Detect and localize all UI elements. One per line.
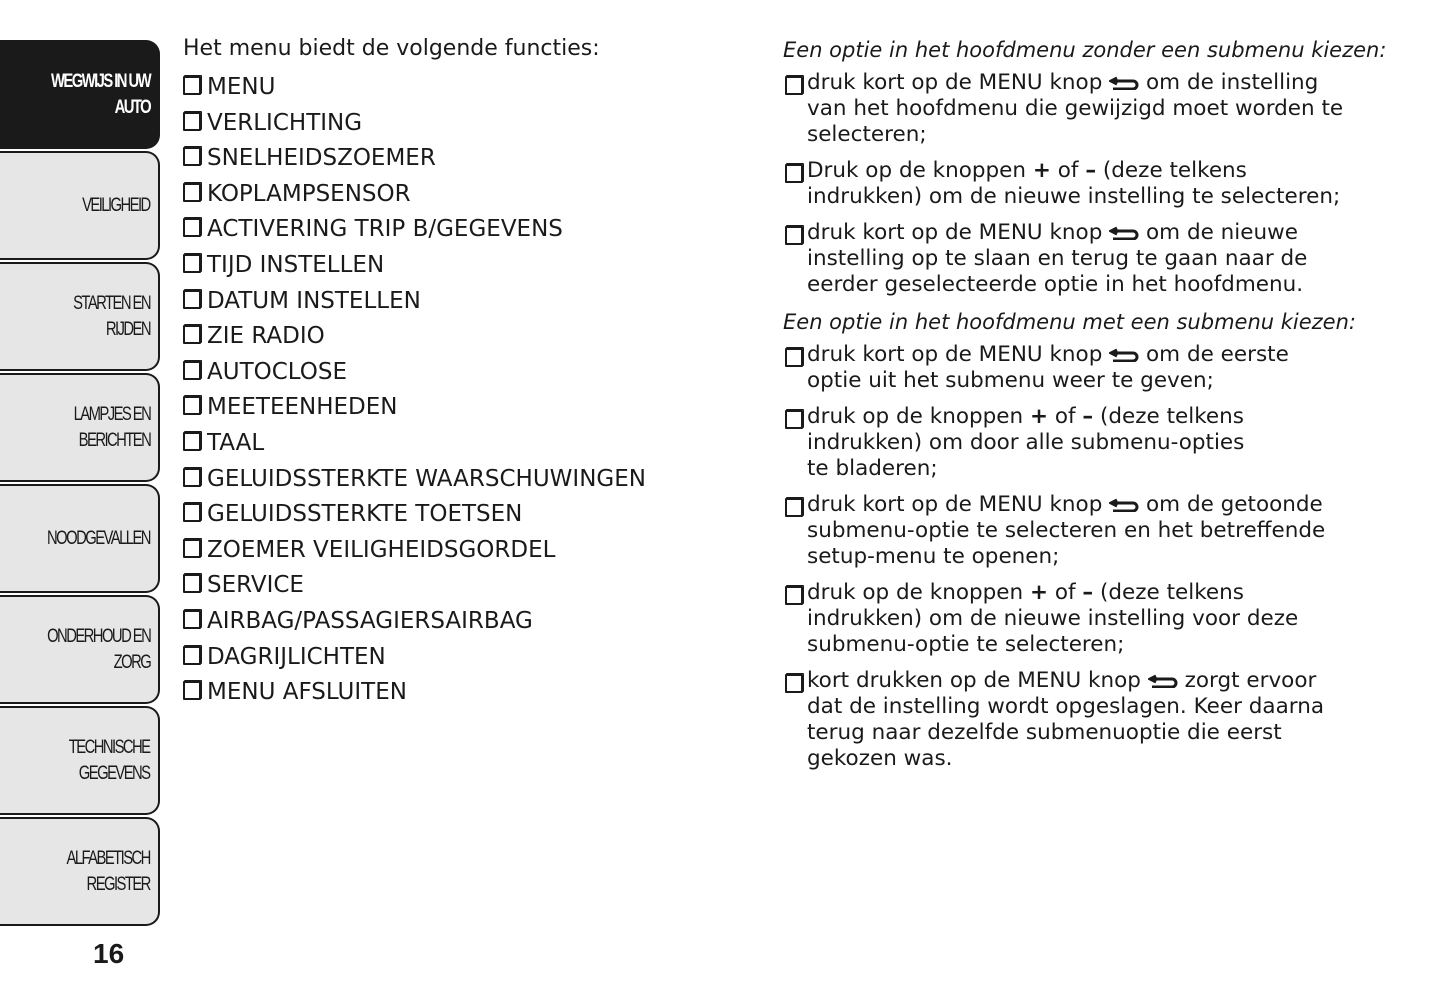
- checkbox-bullet-icon: [785, 674, 803, 693]
- minus-key: –: [1082, 580, 1094, 605]
- item-label: VERLICHTING: [207, 109, 363, 136]
- text: (deze telkens indrukken) om de nieuwe instelling te selecteren;: [807, 158, 1341, 209]
- instruction-item: [783, 668, 1423, 772]
- menu-function-item: [183, 390, 646, 426]
- item-label: ZIE RADIO: [207, 323, 325, 350]
- instruction-item: [783, 220, 1423, 298]
- chapter-tab[interactable]: [0, 595, 160, 704]
- chapter-tab-label: [63, 193, 150, 219]
- menu-function-item: [183, 212, 646, 248]
- item-label: MENU: [207, 74, 276, 100]
- plus-key: +: [1029, 404, 1048, 429]
- checkbox-bullet-icon: [183, 361, 201, 380]
- menu-function-item: [183, 355, 646, 391]
- page-number: 16: [93, 938, 125, 969]
- instruction-item: [783, 158, 1423, 210]
- text: druk op de knoppen: [807, 580, 1030, 605]
- menu-function-item: [183, 462, 646, 498]
- text: om de getoonde submenu-optie te selecteren en het betreffende setup-menu te openen;: [807, 492, 1326, 569]
- tab-text: ALFABETISCH REGISTER: [66, 847, 150, 895]
- checkbox-bullet-icon: [183, 112, 201, 131]
- item-label: ACTIVERING TRIP B/GEGEVENS: [207, 216, 563, 243]
- menu-function-item: [183, 497, 646, 533]
- menu-function-item: [183, 319, 646, 355]
- checkbox-bullet-icon: [183, 76, 201, 95]
- chapter-tab[interactable]: [0, 484, 160, 593]
- text: of: [1054, 404, 1076, 429]
- text: druk op de knoppen: [807, 404, 1030, 429]
- instruction-item: [783, 342, 1423, 394]
- item-label: GELUIDSSTERKTE WAARSCHUWINGEN: [207, 465, 646, 492]
- checkbox-bullet-icon: [183, 574, 201, 593]
- menu-function-item: [183, 141, 646, 177]
- text: druk kort op de MENU knop: [807, 220, 1110, 245]
- chapter-tab[interactable]: [0, 262, 160, 371]
- chapter-tab[interactable]: [0, 817, 160, 926]
- menu-function-item: [183, 533, 646, 569]
- checkbox-bullet-icon: [785, 164, 803, 183]
- item-label: MENU AFSLUITEN: [207, 679, 407, 706]
- minus-key: –: [1085, 158, 1097, 183]
- text: druk kort op de MENU knop: [807, 70, 1110, 95]
- text: om de nieuwe instelling op te slaan en terug te gaan naar de eerder geselecteerde optie in het hoofdmenu.: [807, 220, 1308, 297]
- tab-text: WEGWIJS IN UW AUTO: [50, 70, 150, 118]
- menu-function-item: [183, 106, 646, 142]
- text: of: [1054, 580, 1076, 605]
- item-label: ZOEMER VEILIGHEIDSGORDEL: [207, 536, 556, 563]
- tab-text: NOODGEVALLEN: [47, 527, 150, 549]
- chapter-tab-label: [43, 846, 150, 898]
- tab-text: TECHNISCHE GEGEVENS: [69, 736, 150, 784]
- checkbox-bullet-icon: [785, 410, 803, 429]
- item-label: SNELHEIDSZOEMER: [207, 145, 436, 172]
- tab-text: VEILIGHEID: [82, 194, 150, 216]
- menu-function-item: [183, 675, 646, 711]
- plus-key: +: [1029, 580, 1048, 605]
- chapter-tab[interactable]: [0, 706, 160, 815]
- chapter-tab-label: [52, 402, 150, 454]
- checkbox-bullet-icon: [183, 254, 201, 273]
- item-label: AUTOCLOSE: [207, 358, 348, 385]
- text: druk kort op de MENU knop: [807, 342, 1110, 367]
- instruction-item: [783, 70, 1423, 148]
- instruction-item: [783, 580, 1423, 658]
- item-label: DATUM INSTELLEN: [207, 287, 421, 314]
- text: (deze telkens indrukken) om de nieuwe instelling voor deze submenu-optie te selecteren;: [807, 580, 1299, 657]
- menu-return-icon: [1109, 498, 1139, 512]
- text: zorgt ervoor dat de instelling wordt opgeslagen. Keer daarna terug naar dezelfde submenuoptie die eerst gekozen was.: [807, 668, 1325, 771]
- item-label: KOPLAMPSENSOR: [207, 180, 411, 207]
- chapter-tab-label: [23, 69, 150, 121]
- tab-text: LAMPJES EN BERICHTEN: [73, 403, 150, 451]
- item-label: GELUIDSSTERKTE TOETSEN: [207, 501, 523, 528]
- checkbox-bullet-icon: [183, 290, 201, 309]
- menu-return-icon: [1109, 348, 1139, 362]
- minus-key: –: [1082, 404, 1094, 429]
- instruction-item: [783, 492, 1423, 570]
- instructions: [783, 36, 1423, 782]
- chapter-tab-label: [18, 624, 150, 676]
- text: Druk op de knoppen: [807, 158, 1033, 183]
- text: druk kort op de MENU knop: [807, 492, 1110, 517]
- checkbox-bullet-icon: [785, 226, 803, 245]
- item-label: SERVICE: [207, 572, 304, 599]
- text: (deze telkens indrukken) om door alle submenu-opties te bladeren;: [807, 404, 1245, 481]
- checkbox-bullet-icon: [183, 218, 201, 237]
- menu-functions-list: [183, 34, 646, 711]
- text: kort drukken op de MENU knop: [807, 668, 1148, 693]
- menu-function-item: [183, 426, 646, 462]
- checkbox-bullet-icon: [785, 498, 803, 517]
- checkbox-bullet-icon: [785, 348, 803, 367]
- heading-no-submenu: Een optie in het hoofdmenu zonder een submenu kiezen:: [783, 38, 1387, 62]
- text: om de eerste optie uit het submenu weer te geven;: [807, 342, 1289, 393]
- tab-text: ONDERHOUD EN ZORG: [46, 625, 150, 673]
- checkbox-bullet-icon: [785, 586, 803, 605]
- checkbox-bullet-icon: [183, 646, 201, 665]
- chapter-tab[interactable]: [0, 151, 160, 260]
- intro-text: Het menu biedt de volgende functies:: [183, 36, 600, 61]
- instruction-item: [783, 404, 1423, 482]
- checkbox-bullet-icon: [183, 610, 201, 629]
- checkbox-bullet-icon: [183, 432, 201, 451]
- item-label: AIRBAG/PASSAGIERSAIRBAG: [207, 607, 533, 634]
- item-label: DAGRIJLICHTEN: [207, 643, 386, 670]
- checkbox-bullet-icon: [785, 76, 803, 95]
- menu-function-item: [183, 284, 646, 320]
- menu-return-icon: [1109, 76, 1139, 90]
- menu-function-item: [183, 568, 646, 604]
- item-label: MEETEENHEDEN: [207, 394, 398, 421]
- heading-with-submenu: Een optie in het hoofdmenu met een submenu kiezen:: [783, 310, 1356, 334]
- checkbox-bullet-icon: [183, 539, 201, 558]
- plus-key: +: [1032, 158, 1051, 183]
- text: of: [1057, 158, 1079, 183]
- checkbox-bullet-icon: [183, 325, 201, 344]
- menu-function-item: [183, 70, 646, 106]
- checkbox-bullet-icon: [183, 681, 201, 700]
- chapter-tab[interactable]: [0, 40, 160, 149]
- menu-return-icon: [1148, 674, 1178, 688]
- menu-function-item: [183, 604, 646, 640]
- item-label: TAAL: [207, 429, 265, 456]
- chapter-tab-label: [0, 291, 150, 343]
- menu-function-item: [183, 248, 646, 284]
- chapter-tab[interactable]: [0, 373, 160, 482]
- checkbox-bullet-icon: [183, 396, 201, 415]
- checkbox-bullet-icon: [183, 503, 201, 522]
- checkbox-bullet-icon: [183, 468, 201, 487]
- chapter-tab-label: [46, 735, 150, 787]
- chapter-tab-label: [18, 526, 150, 552]
- text: om de instelling van het hoofdmenu die gewijzigd moet worden te selecteren;: [807, 70, 1344, 147]
- menu-return-icon: [1109, 226, 1139, 240]
- tab-text: STARTEN EN RIJDEN: [73, 292, 150, 340]
- checkbox-bullet-icon: [183, 147, 201, 166]
- menu-function-item: [183, 640, 646, 676]
- checkbox-bullet-icon: [183, 183, 201, 202]
- menu-function-item: [183, 177, 646, 213]
- item-label: TIJD INSTELLEN: [207, 251, 385, 278]
